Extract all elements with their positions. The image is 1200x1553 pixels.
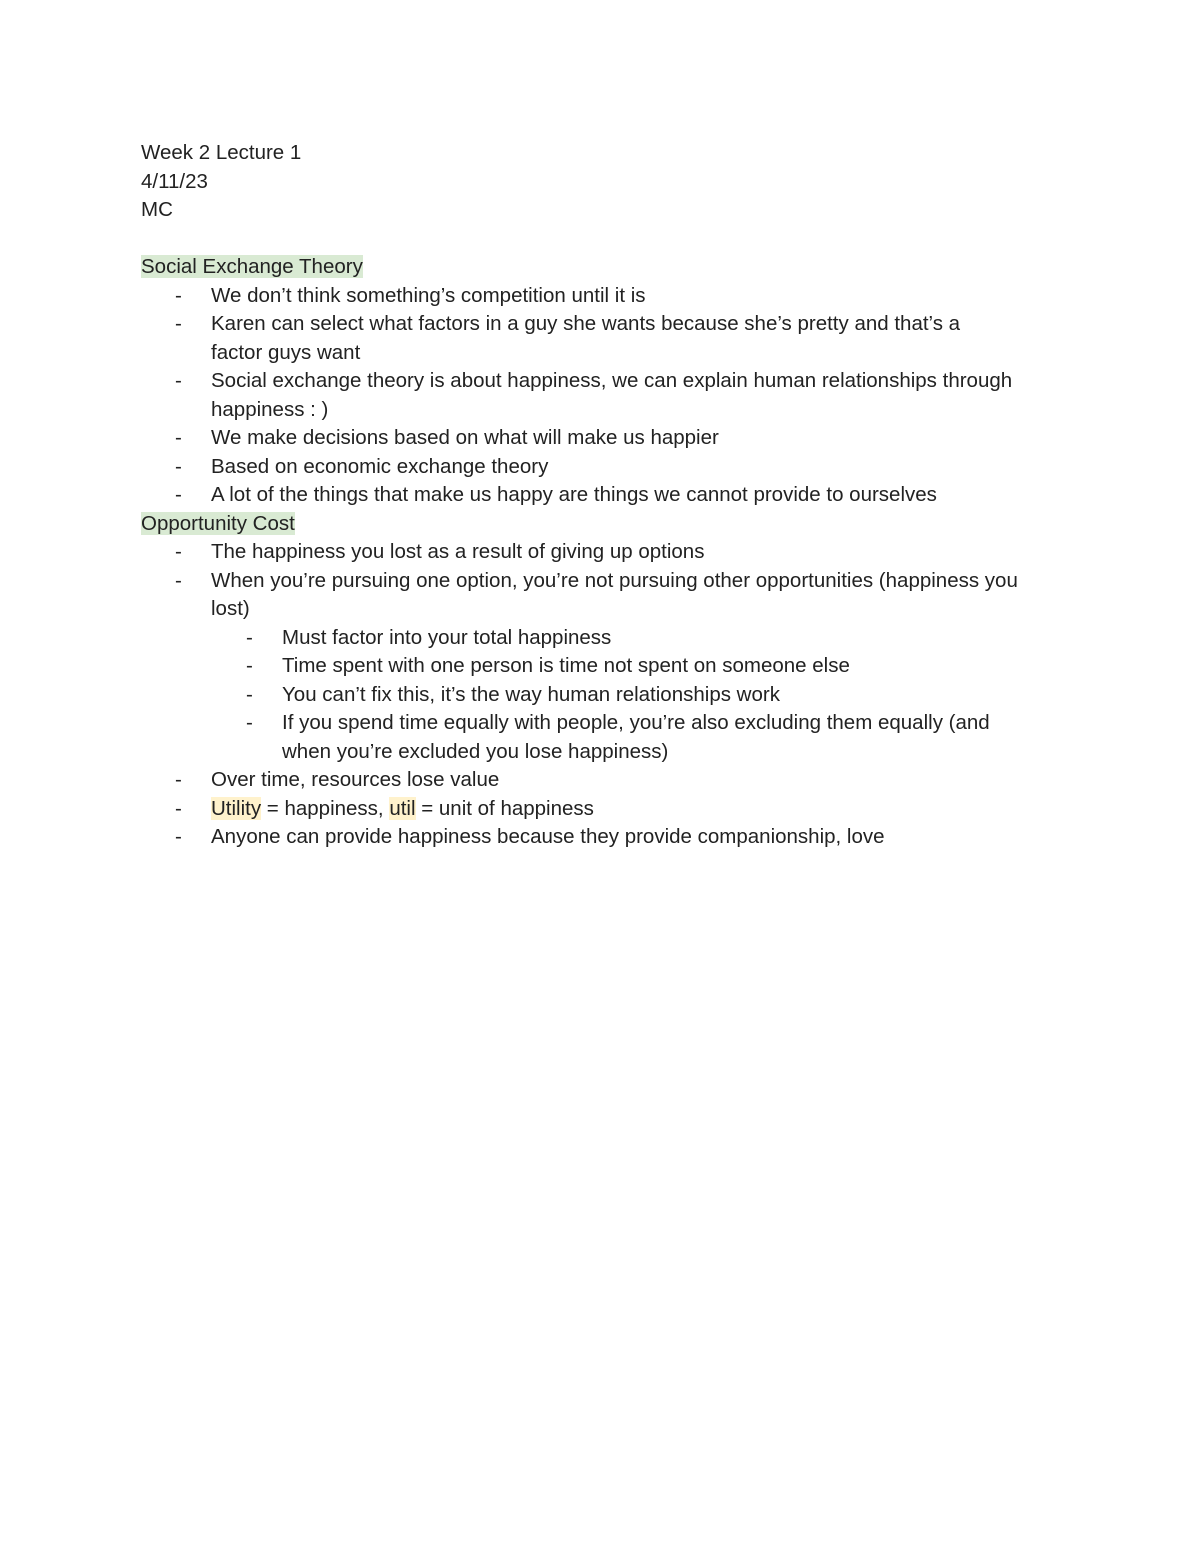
list-item-text: When you’re pursuing one option, you’re not pursuing other opportunities (happiness you lost) bbox=[211, 568, 1018, 620]
blank-line bbox=[141, 225, 1081, 254]
opportunity-cost-list bbox=[141, 538, 1081, 624]
list-item bbox=[141, 282, 1081, 311]
list-item-text: We make decisions based on what will make us happier bbox=[211, 426, 719, 449]
dash-bullet: - bbox=[175, 454, 182, 478]
list-item bbox=[141, 424, 1081, 453]
dash-bullet: - bbox=[246, 682, 253, 706]
list-item-text: We don’t think something’s competition until it is bbox=[211, 283, 646, 307]
sub-list-item bbox=[141, 624, 1081, 653]
term-highlight-utility: Utility bbox=[211, 796, 262, 820]
list-item-text: Anyone can provide happiness because they provide companionship, love bbox=[211, 825, 885, 848]
sub-list-item bbox=[141, 709, 1081, 766]
dash-bullet: - bbox=[175, 312, 182, 335]
list-item bbox=[141, 823, 1081, 852]
utility-definition-text: = happiness, bbox=[261, 796, 390, 820]
sub-list-item-text: Time spent with one person is time not spent on someone else bbox=[282, 654, 850, 677]
dash-bullet: - bbox=[175, 369, 182, 392]
list-item-text: Social exchange theory is about happiness, we can explain human relationships through happiness : ) bbox=[211, 369, 1013, 421]
doc-initials: MC bbox=[141, 198, 173, 221]
term-highlight-util: util bbox=[389, 796, 416, 820]
dash-bullet: - bbox=[175, 426, 182, 449]
doc-date: 4/11/23 bbox=[141, 169, 208, 193]
sub-list-item-text: You can’t fix this, it’s the way human relationships work bbox=[282, 682, 780, 706]
heading-highlight: Opportunity Cost bbox=[141, 511, 295, 535]
list-item bbox=[141, 538, 1081, 567]
list-item bbox=[141, 567, 1081, 624]
list-item bbox=[141, 481, 1081, 510]
dash-bullet: - bbox=[175, 540, 182, 563]
document-page bbox=[141, 139, 1081, 852]
list-item bbox=[141, 367, 1081, 424]
util-definition-text: = unit of happiness bbox=[415, 796, 594, 820]
list-item-text: The happiness you lost as a result of giving up options bbox=[211, 540, 705, 563]
dash-bullet: - bbox=[175, 568, 182, 592]
list-item-text: Based on economic exchange theory bbox=[211, 454, 549, 478]
dash-bullet: - bbox=[246, 654, 253, 677]
dash-bullet: - bbox=[175, 796, 182, 820]
list-item-text: A lot of the things that make us happy are things we cannot provide to ourselves bbox=[211, 483, 937, 506]
doc-title: Week 2 Lecture 1 bbox=[141, 141, 302, 164]
sub-list-item-text: Must factor into your total happiness bbox=[282, 625, 612, 649]
dash-bullet: - bbox=[175, 768, 182, 791]
section-heading-social-exchange bbox=[141, 253, 1081, 282]
list-item bbox=[141, 766, 1081, 795]
sub-list-item-text: If you spend time equally with people, you’re also excluding them equally (and when you’re excluded you lose happiness) bbox=[282, 711, 990, 763]
dash-bullet: - bbox=[175, 283, 182, 307]
opportunity-cost-sublist bbox=[141, 624, 1081, 767]
social-exchange-list bbox=[141, 282, 1081, 510]
list-item-text: Karen can select what factors in a guy she wants because she’s pretty and that’s a factor guys want bbox=[211, 312, 961, 364]
section-heading-opportunity-cost bbox=[141, 510, 1081, 539]
dash-bullet: - bbox=[246, 711, 253, 734]
sub-list-item bbox=[141, 681, 1081, 710]
dash-bullet: - bbox=[246, 625, 253, 649]
sub-list-item bbox=[141, 652, 1081, 681]
list-item-text bbox=[211, 795, 1081, 824]
opportunity-cost-list-continued bbox=[141, 766, 1081, 852]
list-item-utility bbox=[141, 795, 1081, 824]
list-item bbox=[141, 453, 1081, 482]
dash-bullet: - bbox=[175, 483, 182, 506]
list-item-text: Over time, resources lose value bbox=[211, 768, 500, 791]
dash-bullet: - bbox=[175, 825, 182, 848]
heading-highlight: Social Exchange Theory bbox=[141, 255, 363, 278]
list-item bbox=[141, 310, 1081, 367]
